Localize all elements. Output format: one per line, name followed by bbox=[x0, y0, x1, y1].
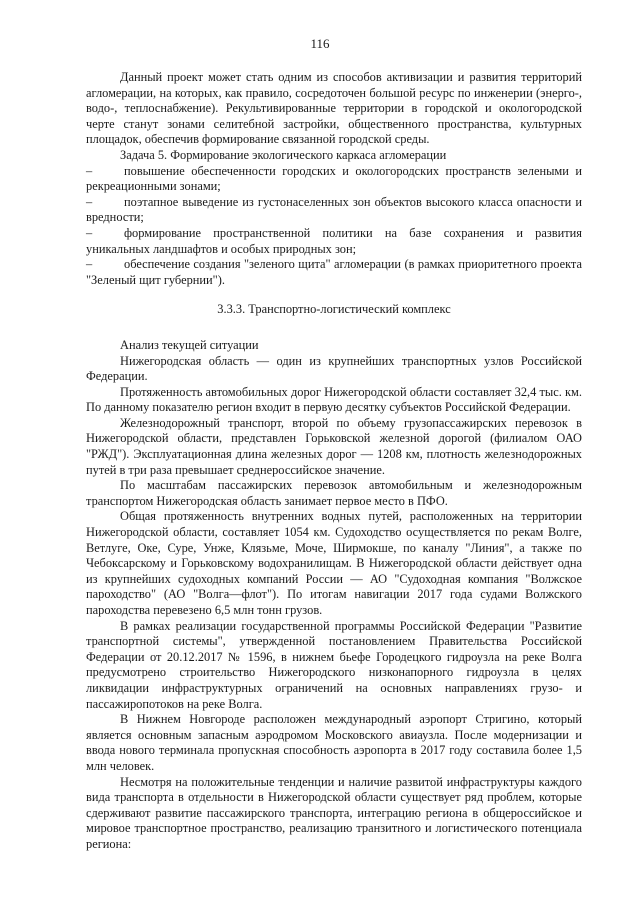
subheading-analysis: Анализ текущей ситуации bbox=[120, 337, 259, 352]
paragraph-waterways: Общая протяженность внутренних водных путей, расположенных на территории Нижегородской области, составляет 1054 км. Судоходство осуществляется по рекам Волге, Ветлуге, Оке, Суре, Унже, Клязьме, Моче, Ширмокше, по каналу "Линия", а также по Чебоксарскому и Горьковскому водохранилищам. В Нижегородской области действует одна из крупнейших судоходных компаний России — АО "Судоходная компания "Волжское пароходство" (АО "Волга—флот"). По итогам навигации 2017 года судами Волжского пароходства перевезено 6,5 млн тонн грузов. bbox=[86, 509, 582, 617]
list-item-text: повышение обеспеченности городских и окологородских пространств зелеными и рекреационными зонами; bbox=[86, 163, 582, 194]
paragraph-program: В рамках реализации государственной программы Российской Федерации "Развитие транспортной системы", утвержденной постановлением Правительства Российской Федерации от 20.12.2017 № 1596, в нижнем бьефе Городецкого гидроузла на реке Волга предусмотрено строительство Нижегородского низконапорного гидроузла в целях ликвидации инфраструктурных ограничений на основных направлениях грузо- и пассажиропотоков на реке Волга. bbox=[86, 618, 582, 711]
section-title: 3.3.3. Транспортно-логистический комплекс bbox=[217, 302, 451, 317]
document-body bbox=[86, 70, 582, 853]
list-item bbox=[86, 195, 582, 226]
paragraph-railway: Железнодорожный транспорт, второй по объему грузопассажирских перевозок в Нижегородской области, представлен Горьковской железной дорогой (филиалом ОАО "РЖД"). Эксплуатационная длина железных дорог — 1208 км, плотность железнодорожных путей в три раза превышает среднероссийское значение. bbox=[86, 415, 582, 477]
list-item-text: обеспечение создания "зеленого щита" агломерации (в рамках приоритетного проекта "Зеленый щит губернии"). bbox=[86, 257, 582, 287]
dash-marker: – bbox=[86, 163, 93, 178]
paragraph-roads: Протяженность автомобильных дорог Нижегородской области составляет 32,4 тыс. км. По данному показателю регион входит в первую десятку субъектов Российской Федерации. bbox=[86, 384, 582, 415]
paragraph-transport-hub: Нижегородская область — один из крупнейших транспортных узлов Российской Федерации. bbox=[86, 353, 582, 384]
list-item-text: формирование пространственной политики на базе сохранения и развития уникальных ландшафтов и особых природных зон; bbox=[86, 225, 582, 256]
paragraph-passenger: По масштабам пассажирских перевозок автомобильным и железнодорожным транспортом Нижегородская область занимает первое место в ПФО. bbox=[86, 478, 582, 508]
list-item bbox=[86, 257, 582, 288]
page-number: 116 bbox=[310, 36, 330, 51]
paragraph-problems: Несмотря на положительные тенденции и наличие развитой инфраструктуры каждого вида транспорта в отдельности в Нижегородской области существует ряд проблем, которые сдерживают развитие пассажирского транспорта, интеграцию региона в общероссийское и мировое транспортное пространство, реализацию транзитного и логистического потенциала региона: bbox=[86, 774, 582, 851]
paragraph-airport: В Нижнем Новгороде расположен международный аэропорт Стригино, который является основным запасным аэродромом Московского авиаузла. После модернизации и ввода нового терминала пропускная способность аэропорта в 2017 году составила более 1,5 млн человек. bbox=[86, 712, 582, 773]
dash-marker: – bbox=[86, 194, 93, 209]
list-item-text: поэтапное выведение из густонаселенных зон объектов высокого класса опасности и вредности; bbox=[86, 194, 582, 225]
dash-marker: – bbox=[86, 225, 93, 240]
list-item bbox=[86, 164, 582, 195]
dash-marker: – bbox=[86, 257, 93, 272]
paragraph-project: Данный проект может стать одним из способов активизации и развития территорий агломерации, на которых, как правило, сосредоточен большой ресурс по инженерии (энерго-, водо-, теплоснабжение). Рекультивированные территории в городской и окологородской черте станут зонами селитебной застройки, общественного пространства, культурных площадок, обеспечив формирование связанной городской среды. bbox=[86, 70, 582, 147]
list-item bbox=[86, 226, 582, 257]
task-heading: Задача 5. Формирование экологического каркаса агломерации bbox=[120, 147, 447, 162]
